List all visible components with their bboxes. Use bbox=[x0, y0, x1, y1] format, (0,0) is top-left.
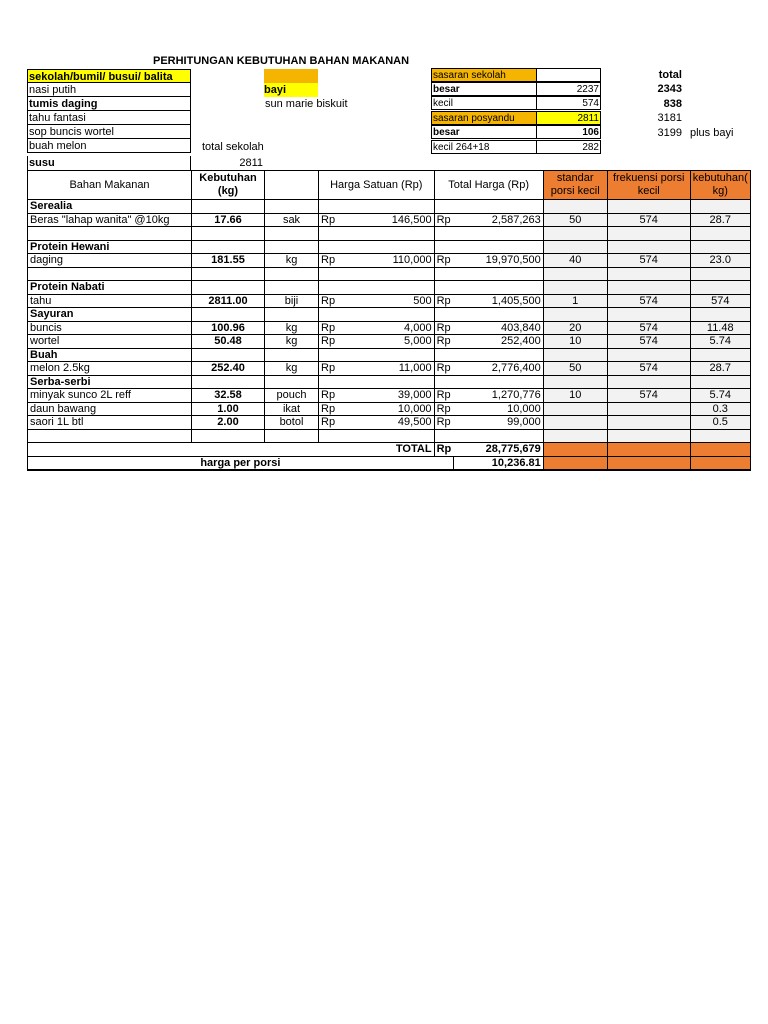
menu-item[interactable]: tumis daging bbox=[27, 97, 191, 111]
category-label[interactable]: Serba-serbi bbox=[28, 375, 192, 389]
blank-cell[interactable] bbox=[607, 375, 690, 389]
total-sekolah-value[interactable]: 2811 bbox=[239, 157, 263, 169]
blank-cell[interactable] bbox=[192, 429, 265, 443]
blank-cell[interactable] bbox=[265, 227, 319, 241]
blank-cell[interactable] bbox=[607, 200, 690, 214]
item-standar[interactable]: 50 bbox=[543, 213, 607, 227]
item-name[interactable]: daging bbox=[28, 254, 192, 268]
item-unit[interactable]: kg bbox=[265, 335, 319, 349]
table-row bbox=[28, 362, 751, 376]
item-unit[interactable]: botol bbox=[265, 416, 319, 430]
blank-cell[interactable] bbox=[607, 227, 690, 241]
menu-item[interactable]: nasi putih bbox=[27, 83, 191, 97]
blank-cell[interactable] bbox=[607, 267, 690, 281]
blank-cell[interactable] bbox=[337, 240, 434, 254]
page-title: PERHITUNGAN KEBUTUHAN BAHAN MAKANAN bbox=[153, 55, 410, 67]
total-row bbox=[28, 443, 751, 457]
category-label[interactable]: Sayuran bbox=[28, 308, 192, 322]
item-kebutuhan-kg[interactable]: 11.48 bbox=[690, 321, 750, 335]
per-porsi-orange-cell[interactable] bbox=[690, 456, 750, 470]
item-kebutuhan[interactable]: 32.58 bbox=[192, 389, 265, 403]
item-kebutuhan[interactable]: 2.00 bbox=[192, 416, 265, 430]
item-standar[interactable] bbox=[543, 402, 607, 416]
item-name[interactable]: melon 2.5kg bbox=[28, 362, 192, 376]
blank-cell[interactable] bbox=[192, 308, 265, 322]
item-unit[interactable]: sak bbox=[265, 213, 319, 227]
blank-cell[interactable] bbox=[453, 281, 543, 295]
kebutuhan-table bbox=[27, 170, 751, 471]
total-value[interactable]: 3181 bbox=[657, 112, 682, 124]
blank-cell[interactable] bbox=[690, 227, 750, 241]
bayi-item[interactable]: sun marie biskuit bbox=[265, 98, 348, 110]
per-porsi-value[interactable]: 10,236.81 bbox=[453, 456, 543, 470]
item-harga-satuan[interactable]: 5,000 bbox=[337, 335, 434, 349]
blank-cell[interactable] bbox=[265, 240, 319, 254]
table-row bbox=[28, 321, 751, 335]
header-unit[interactable] bbox=[265, 171, 319, 200]
item-kebutuhan-kg[interactable]: 0.5 bbox=[690, 416, 750, 430]
table-row bbox=[28, 375, 751, 389]
item-harga-satuan[interactable]: 110,000 bbox=[337, 254, 434, 268]
item-name[interactable]: Beras "lahap wanita" @10kg bbox=[28, 213, 192, 227]
blank-cell[interactable] bbox=[319, 227, 338, 241]
item-name[interactable]: saori 1L btl bbox=[28, 416, 192, 430]
table-row bbox=[28, 429, 751, 443]
category-label[interactable]: Protein Nabati bbox=[28, 281, 192, 295]
blank-cell[interactable] bbox=[337, 308, 434, 322]
item-rp[interactable]: Rp bbox=[319, 416, 338, 430]
item-rp[interactable]: Rp bbox=[319, 213, 338, 227]
item-kebutuhan-kg[interactable]: 28.7 bbox=[690, 213, 750, 227]
sasaran-kecil-label[interactable]: kecil bbox=[431, 96, 537, 110]
item-rp[interactable]: Rp bbox=[434, 213, 453, 227]
blank-cell[interactable] bbox=[434, 281, 453, 295]
item-kebutuhan[interactable]: 1.00 bbox=[192, 402, 265, 416]
blank-cell[interactable] bbox=[543, 308, 607, 322]
sasaran-posyandu-label[interactable]: sasaran posyandu bbox=[431, 111, 537, 125]
item-kebutuhan-kg[interactable]: 574 bbox=[690, 294, 750, 308]
header-harga-satuan[interactable]: Harga Satuan (Rp) bbox=[319, 171, 435, 200]
item-standar[interactable]: 10 bbox=[543, 335, 607, 349]
sasaran-sekolah-label[interactable]: sasaran sekolah bbox=[431, 68, 537, 82]
item-rp[interactable]: Rp bbox=[434, 321, 453, 335]
per-porsi-orange-cell[interactable] bbox=[543, 456, 607, 470]
blank-cell[interactable] bbox=[192, 240, 265, 254]
table-row bbox=[28, 281, 751, 295]
blank-cell[interactable] bbox=[607, 429, 690, 443]
item-rp[interactable]: Rp bbox=[434, 362, 453, 376]
item-name[interactable]: daun bawang bbox=[28, 402, 192, 416]
blank-cell[interactable] bbox=[319, 308, 338, 322]
blank-cell[interactable] bbox=[319, 200, 338, 214]
item-standar[interactable]: 10 bbox=[543, 389, 607, 403]
blank-cell[interactable] bbox=[192, 227, 265, 241]
per-porsi-label[interactable]: harga per porsi bbox=[28, 456, 454, 470]
total-orange-cell[interactable] bbox=[543, 443, 607, 457]
blank-cell[interactable] bbox=[543, 348, 607, 362]
header-total-harga[interactable]: Total Harga (Rp) bbox=[434, 171, 543, 200]
item-kebutuhan-kg[interactable]: 28.7 bbox=[690, 362, 750, 376]
item-rp[interactable]: Rp bbox=[319, 402, 338, 416]
item-total-harga[interactable]: 10,000 bbox=[453, 402, 543, 416]
header-bahan[interactable]: Bahan Makanan bbox=[28, 171, 192, 200]
table-row bbox=[28, 348, 751, 362]
blank-cell[interactable] bbox=[690, 429, 750, 443]
item-total-harga[interactable]: 2,587,263 bbox=[453, 213, 543, 227]
blank-cell[interactable] bbox=[607, 281, 690, 295]
blank-cell[interactable] bbox=[28, 227, 192, 241]
per-porsi-row bbox=[28, 456, 751, 470]
sasaran-kecil2-label[interactable]: kecil 264+18 bbox=[431, 140, 537, 154]
blank-cell[interactable] bbox=[453, 200, 543, 214]
blank-cell[interactable] bbox=[28, 429, 192, 443]
menu-item[interactable]: susu bbox=[27, 156, 191, 171]
blank-cell[interactable] bbox=[337, 200, 434, 214]
blank-cell[interactable] bbox=[319, 240, 338, 254]
item-rp[interactable]: Rp bbox=[434, 294, 453, 308]
bayi-label[interactable]: bayi bbox=[264, 83, 318, 97]
item-kebutuhan[interactable]: 100.96 bbox=[192, 321, 265, 335]
blank-cell[interactable] bbox=[453, 240, 543, 254]
item-standar[interactable]: 1 bbox=[543, 294, 607, 308]
blank-cell[interactable] bbox=[337, 281, 434, 295]
table-row bbox=[28, 240, 751, 254]
blank-cell[interactable] bbox=[434, 429, 453, 443]
blank-cell[interactable] bbox=[434, 227, 453, 241]
item-name[interactable]: wortel bbox=[28, 335, 192, 349]
item-frekuensi[interactable]: 574 bbox=[607, 254, 690, 268]
blank-cell[interactable] bbox=[607, 240, 690, 254]
blank-cell[interactable] bbox=[337, 429, 434, 443]
sasaran-sekolah-value[interactable] bbox=[536, 68, 601, 82]
category-label[interactable]: Buah bbox=[28, 348, 192, 362]
blank-cell[interactable] bbox=[192, 281, 265, 295]
header-kebutuhan[interactable]: Kebutuhan (kg) bbox=[192, 171, 265, 200]
blank-cell[interactable] bbox=[319, 429, 338, 443]
item-harga-satuan[interactable]: 4,000 bbox=[337, 321, 434, 335]
header-kebutuhan-kg[interactable]: kebutuhan( kg) bbox=[690, 171, 750, 200]
item-rp[interactable]: Rp bbox=[319, 362, 338, 376]
blank-cell[interactable] bbox=[690, 375, 750, 389]
blank-cell[interactable] bbox=[434, 200, 453, 214]
sasaran-kecil-value[interactable]: 574 bbox=[536, 96, 601, 110]
table-row bbox=[28, 308, 751, 322]
table-row bbox=[28, 254, 751, 268]
item-kebutuhan[interactable]: 17.66 bbox=[192, 213, 265, 227]
blank-cell[interactable] bbox=[192, 200, 265, 214]
sasaran-besar-label[interactable]: besar bbox=[431, 82, 537, 96]
blank-cell[interactable] bbox=[192, 375, 265, 389]
total-rp[interactable]: Rp bbox=[434, 443, 453, 457]
menu-item[interactable]: tahu fantasi bbox=[27, 111, 191, 125]
item-rp[interactable]: Rp bbox=[319, 294, 338, 308]
blank-cell[interactable] bbox=[192, 267, 265, 281]
total-value[interactable]: 838 bbox=[663, 98, 682, 110]
item-total-harga[interactable]: 1,270,776 bbox=[453, 389, 543, 403]
item-total-harga[interactable]: 252,400 bbox=[453, 335, 543, 349]
item-total-harga[interactable]: 99,000 bbox=[453, 416, 543, 430]
blank-cell[interactable] bbox=[543, 429, 607, 443]
item-rp[interactable]: Rp bbox=[434, 416, 453, 430]
item-harga-satuan[interactable]: 146,500 bbox=[337, 213, 434, 227]
blank-cell[interactable] bbox=[337, 227, 434, 241]
blank-cell[interactable] bbox=[543, 200, 607, 214]
total-value[interactable]: 28,775,679 bbox=[453, 443, 543, 457]
total-label[interactable]: TOTAL bbox=[28, 443, 435, 457]
blank-cell[interactable] bbox=[265, 281, 319, 295]
blank-cell[interactable] bbox=[543, 267, 607, 281]
item-frekuensi[interactable]: 574 bbox=[607, 335, 690, 349]
sasaran-besar2-value[interactable]: 106 bbox=[536, 125, 601, 139]
item-rp[interactable]: Rp bbox=[434, 389, 453, 403]
item-harga-satuan[interactable]: 500 bbox=[337, 294, 434, 308]
table-row bbox=[28, 402, 751, 416]
blank-cell[interactable] bbox=[607, 308, 690, 322]
blank-cell[interactable] bbox=[453, 308, 543, 322]
sasaran-besar2-label[interactable]: besar bbox=[431, 125, 537, 139]
blank-cell[interactable] bbox=[28, 267, 192, 281]
table-row bbox=[28, 227, 751, 241]
item-unit[interactable]: kg bbox=[265, 254, 319, 268]
total-value[interactable]: 2343 bbox=[657, 83, 682, 95]
item-harga-satuan[interactable]: 39,000 bbox=[337, 389, 434, 403]
item-standar[interactable]: 20 bbox=[543, 321, 607, 335]
item-rp[interactable]: Rp bbox=[319, 254, 338, 268]
blank-cell[interactable] bbox=[265, 375, 319, 389]
bayi-highlight[interactable] bbox=[264, 69, 318, 83]
item-total-harga[interactable]: 19,970,500 bbox=[453, 254, 543, 268]
category-label[interactable]: Protein Hewani bbox=[28, 240, 192, 254]
item-unit[interactable]: kg bbox=[265, 321, 319, 335]
item-rp[interactable]: Rp bbox=[434, 335, 453, 349]
item-harga-satuan[interactable]: 11,000 bbox=[337, 362, 434, 376]
blank-cell[interactable] bbox=[265, 348, 319, 362]
item-kebutuhan-kg[interactable]: 5.74 bbox=[690, 389, 750, 403]
per-porsi-orange-cell[interactable] bbox=[607, 456, 690, 470]
total-sekolah-label: total sekolah bbox=[202, 141, 264, 153]
item-rp[interactable]: Rp bbox=[434, 402, 453, 416]
blank-cell[interactable] bbox=[319, 281, 338, 295]
total-orange-cell[interactable] bbox=[607, 443, 690, 457]
item-unit[interactable]: kg bbox=[265, 362, 319, 376]
blank-cell[interactable] bbox=[690, 267, 750, 281]
item-frekuensi[interactable] bbox=[607, 416, 690, 430]
blank-cell[interactable] bbox=[265, 308, 319, 322]
item-kebutuhan-kg[interactable]: 23.0 bbox=[690, 254, 750, 268]
item-rp[interactable]: Rp bbox=[434, 254, 453, 268]
table-row bbox=[28, 294, 751, 308]
blank-cell[interactable] bbox=[434, 240, 453, 254]
blank-cell[interactable] bbox=[690, 200, 750, 214]
blank-cell[interactable] bbox=[543, 375, 607, 389]
blank-cell[interactable] bbox=[434, 375, 453, 389]
menu-item[interactable]: sop buncis wortel bbox=[27, 125, 191, 139]
item-kebutuhan-kg[interactable]: 0.3 bbox=[690, 402, 750, 416]
blank-cell[interactable] bbox=[453, 429, 543, 443]
blank-cell[interactable] bbox=[543, 227, 607, 241]
item-frekuensi[interactable]: 574 bbox=[607, 294, 690, 308]
item-frekuensi[interactable] bbox=[607, 402, 690, 416]
total-value[interactable]: 3199 bbox=[657, 127, 682, 139]
blank-cell[interactable] bbox=[434, 308, 453, 322]
item-kebutuhan[interactable]: 181.55 bbox=[192, 254, 265, 268]
item-standar[interactable]: 50 bbox=[543, 362, 607, 376]
item-harga-satuan[interactable]: 49,500 bbox=[337, 416, 434, 430]
blank-cell[interactable] bbox=[453, 348, 543, 362]
plus-bayi-note: plus bayi bbox=[690, 127, 734, 139]
item-frekuensi[interactable]: 574 bbox=[607, 213, 690, 227]
blank-cell[interactable] bbox=[265, 429, 319, 443]
menu-item[interactable]: buah melon bbox=[27, 139, 191, 153]
blank-cell[interactable] bbox=[319, 375, 338, 389]
item-rp[interactable]: Rp bbox=[319, 335, 338, 349]
item-kebutuhan[interactable]: 252.40 bbox=[192, 362, 265, 376]
header-standar[interactable]: standar porsi kecil bbox=[543, 171, 607, 200]
item-total-harga[interactable]: 403,840 bbox=[453, 321, 543, 335]
sasaran-besar-value[interactable]: 2237 bbox=[536, 82, 601, 96]
item-total-harga[interactable]: 1,405,500 bbox=[453, 294, 543, 308]
item-frekuensi[interactable]: 574 bbox=[607, 362, 690, 376]
blank-cell[interactable] bbox=[337, 348, 434, 362]
blank-cell[interactable] bbox=[607, 348, 690, 362]
item-standar[interactable] bbox=[543, 416, 607, 430]
item-rp[interactable]: Rp bbox=[319, 321, 338, 335]
item-kebutuhan[interactable]: 50.48 bbox=[192, 335, 265, 349]
blank-cell[interactable] bbox=[453, 227, 543, 241]
blank-cell[interactable] bbox=[690, 281, 750, 295]
blank-cell[interactable] bbox=[453, 375, 543, 389]
item-kebutuhan[interactable]: 2811.00 bbox=[192, 294, 265, 308]
menu-header[interactable]: sekolah/bumil/ busui/ balita bbox=[27, 69, 191, 83]
item-harga-satuan[interactable]: 10,000 bbox=[337, 402, 434, 416]
item-frekuensi[interactable]: 574 bbox=[607, 321, 690, 335]
header-frekuensi[interactable]: frekuensi porsi kecil bbox=[607, 171, 690, 200]
table-row bbox=[28, 200, 751, 214]
blank-cell[interactable] bbox=[337, 375, 434, 389]
sasaran-kecil2-value[interactable]: 282 bbox=[536, 140, 601, 154]
total-orange-cell[interactable] bbox=[690, 443, 750, 457]
blank-cell[interactable] bbox=[690, 240, 750, 254]
blank-cell[interactable] bbox=[543, 240, 607, 254]
blank-cell[interactable] bbox=[192, 348, 265, 362]
blank-cell[interactable] bbox=[265, 200, 319, 214]
blank-cell[interactable] bbox=[543, 281, 607, 295]
item-name[interactable]: minyak sunco 2L reff bbox=[28, 389, 192, 403]
total-label: total bbox=[658, 69, 682, 81]
blank-cell[interactable] bbox=[434, 267, 453, 281]
blank-cell[interactable] bbox=[453, 267, 543, 281]
item-kebutuhan-kg[interactable]: 5.74 bbox=[690, 335, 750, 349]
category-label[interactable]: Serealia bbox=[28, 200, 192, 214]
item-name[interactable]: buncis bbox=[28, 321, 192, 335]
item-unit[interactable]: pouch bbox=[265, 389, 319, 403]
table-row bbox=[28, 335, 751, 349]
blank-cell[interactable] bbox=[265, 267, 319, 281]
blank-cell[interactable] bbox=[337, 267, 434, 281]
item-standar[interactable]: 40 bbox=[543, 254, 607, 268]
item-frekuensi[interactable]: 574 bbox=[607, 389, 690, 403]
blank-cell[interactable] bbox=[690, 308, 750, 322]
table-row bbox=[28, 416, 751, 430]
item-unit[interactable]: biji bbox=[265, 294, 319, 308]
item-rp[interactable]: Rp bbox=[319, 389, 338, 403]
table-row bbox=[28, 213, 751, 227]
blank-cell[interactable] bbox=[319, 348, 338, 362]
item-total-harga[interactable]: 2,776,400 bbox=[453, 362, 543, 376]
blank-cell[interactable] bbox=[434, 348, 453, 362]
table-row bbox=[28, 389, 751, 403]
item-unit[interactable]: ikat bbox=[265, 402, 319, 416]
item-name[interactable]: tahu bbox=[28, 294, 192, 308]
sasaran-posyandu-value[interactable]: 2811 bbox=[536, 111, 601, 125]
table-row bbox=[28, 267, 751, 281]
blank-cell[interactable] bbox=[319, 267, 338, 281]
blank-cell[interactable] bbox=[690, 348, 750, 362]
